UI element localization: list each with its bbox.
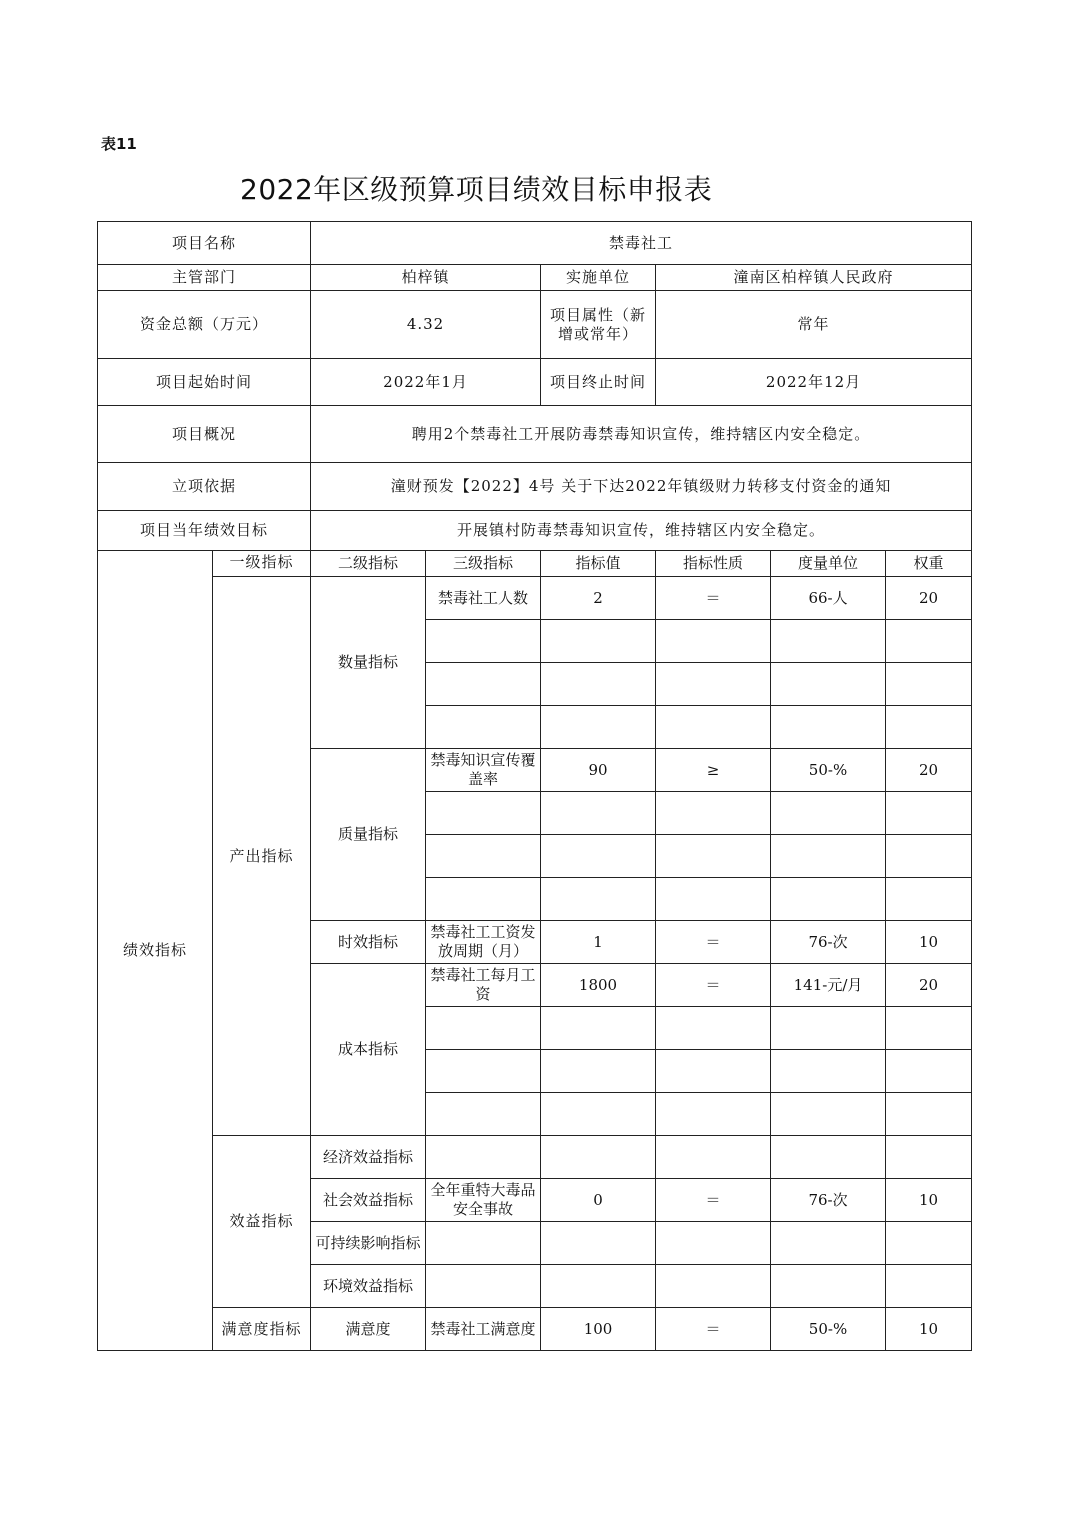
row-indicator-header [98, 551, 972, 577]
benefit-label: 效益指标 [213, 1136, 311, 1308]
sustainable-label: 可持续影响指标 [311, 1222, 426, 1265]
start-value: 2022年1月 [311, 359, 541, 406]
satisfaction-indicator-nature: ＝ [656, 1308, 771, 1351]
end-label: 项目终止时间 [541, 359, 656, 406]
satisfaction-indicator-value: 100 [541, 1308, 656, 1351]
table-row [98, 1308, 972, 1351]
overview-label: 项目概况 [98, 406, 311, 463]
indicators-label: 绩效指标 [98, 551, 213, 1351]
satisfaction-sub-label: 满意度 [311, 1308, 426, 1351]
cost-indicator-weight: 20 [886, 964, 972, 1007]
overview-value: 聘用2个禁毒社工开展防毒禁毒知识宣传，维持辖区内安全稳定。 [311, 406, 972, 463]
table-number: 表11 [101, 135, 137, 153]
cost-indicator-name: 禁毒社工每月工资 [426, 964, 541, 1007]
quantity-indicator-nature: ＝ [656, 577, 771, 620]
header-value: 指标值 [541, 551, 656, 577]
project-name-label: 项目名称 [98, 222, 311, 265]
satisfaction-indicator-weight: 10 [886, 1308, 972, 1351]
end-value: 2022年12月 [656, 359, 972, 406]
basis-label: 立项依据 [98, 463, 311, 511]
timeliness-label: 时效指标 [311, 921, 426, 964]
row-basis [98, 463, 972, 511]
row-goal [98, 511, 972, 551]
header-level1: 一级指标 [213, 551, 311, 577]
row-department [98, 265, 972, 291]
satisfaction-label: 满意度指标 [213, 1308, 311, 1351]
social-indicator-name: 全年重特大毒品安全事故 [426, 1179, 541, 1222]
social-indicator-weight: 10 [886, 1179, 972, 1222]
social-label: 社会效益指标 [311, 1179, 426, 1222]
timeliness-indicator-nature: ＝ [656, 921, 771, 964]
quantity-label: 数量指标 [311, 577, 426, 749]
dept-label: 主管部门 [98, 265, 311, 291]
quantity-indicator-name: 禁毒社工人数 [426, 577, 541, 620]
row-fund [98, 291, 972, 359]
fund-value: 4.32 [311, 291, 541, 359]
social-indicator-value: 0 [541, 1179, 656, 1222]
economic-label: 经济效益指标 [311, 1136, 426, 1179]
impl-value: 潼南区柏梓镇人民政府 [656, 265, 972, 291]
header-level3: 三级指标 [426, 551, 541, 577]
cost-indicator-unit: 141-元/月 [771, 964, 886, 1007]
row-project-name [98, 222, 972, 265]
performance-form-table [97, 221, 972, 1351]
quantity-indicator-weight: 20 [886, 577, 972, 620]
row-period [98, 359, 972, 406]
header-unit: 度量单位 [771, 551, 886, 577]
social-indicator-nature: ＝ [656, 1179, 771, 1222]
quantity-indicator-value: 2 [541, 577, 656, 620]
quality-indicator-unit: 50-% [771, 749, 886, 792]
environment-label: 环境效益指标 [311, 1265, 426, 1308]
satisfaction-indicator-name: 禁毒社工满意度 [426, 1308, 541, 1351]
quality-label: 质量指标 [311, 749, 426, 921]
quality-indicator-value: 90 [541, 749, 656, 792]
fund-label: 资金总额（万元） [98, 291, 311, 359]
dept-value: 柏梓镇 [311, 265, 541, 291]
cost-indicator-nature: ＝ [656, 964, 771, 1007]
header-level2: 二级指标 [311, 551, 426, 577]
quality-indicator-nature: ≥ [656, 749, 771, 792]
project-name-value: 禁毒社工 [311, 222, 972, 265]
timeliness-indicator-name: 禁毒社工工资发放周期（月） [426, 921, 541, 964]
cost-label: 成本指标 [311, 964, 426, 1136]
timeliness-indicator-weight: 10 [886, 921, 972, 964]
table-row [98, 1136, 972, 1179]
cost-indicator-value: 1800 [541, 964, 656, 1007]
row-overview [98, 406, 972, 463]
goal-label: 项目当年绩效目标 [98, 511, 311, 551]
quality-indicator-weight: 20 [886, 749, 972, 792]
quality-indicator-name: 禁毒知识宣传覆盖率 [426, 749, 541, 792]
impl-label: 实施单位 [541, 265, 656, 291]
goal-value: 开展镇村防毒禁毒知识宣传，维持辖区内安全稳定。 [311, 511, 972, 551]
quantity-indicator-unit: 66-人 [771, 577, 886, 620]
social-indicator-unit: 76-次 [771, 1179, 886, 1222]
attr-value: 常年 [656, 291, 972, 359]
output-label: 产出指标 [213, 577, 311, 1136]
attr-label: 项目属性（新增或常年） [541, 291, 656, 359]
start-label: 项目起始时间 [98, 359, 311, 406]
header-nature: 指标性质 [656, 551, 771, 577]
header-weight: 权重 [886, 551, 972, 577]
basis-value: 潼财预发【2022】4号 关于下达2022年镇级财力转移支付资金的通知 [311, 463, 972, 511]
timeliness-indicator-value: 1 [541, 921, 656, 964]
document-title: 2022年区级预算项目绩效目标申报表 [240, 173, 713, 206]
satisfaction-indicator-unit: 50-% [771, 1308, 886, 1351]
timeliness-indicator-unit: 76-次 [771, 921, 886, 964]
table-row [98, 577, 972, 620]
